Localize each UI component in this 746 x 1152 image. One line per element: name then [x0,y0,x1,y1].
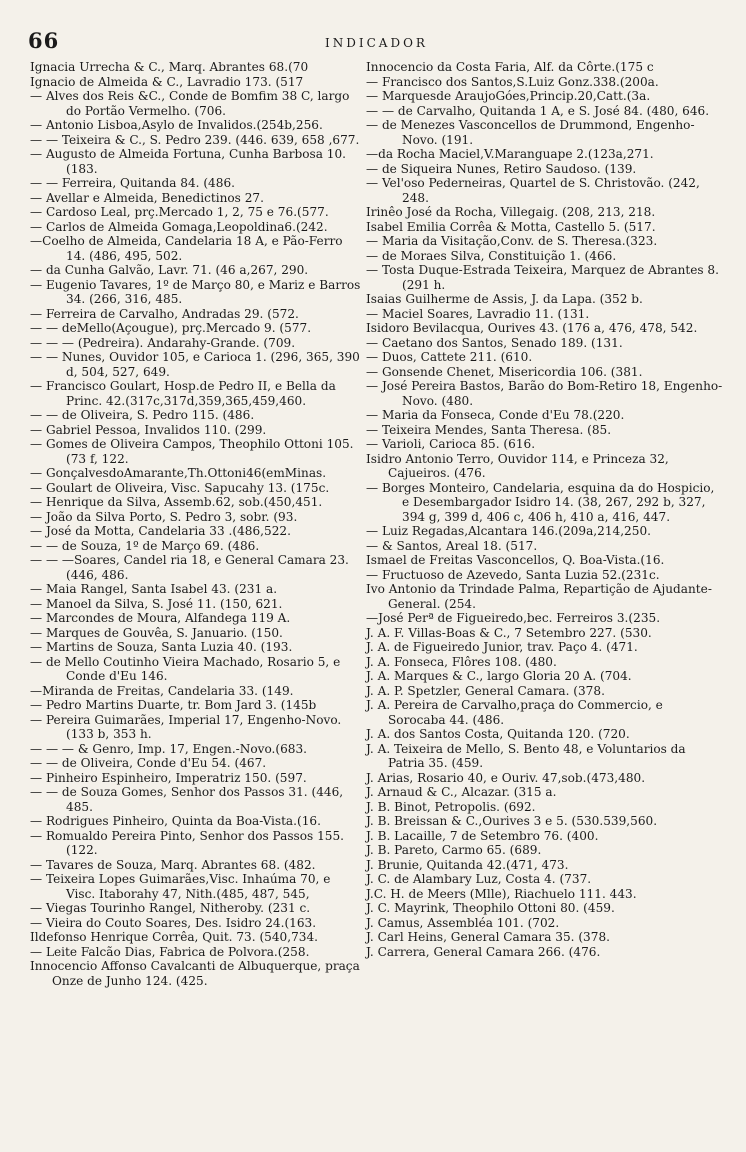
directory-entry: Irinêo José da Rocha, Villegaig. (208, 213, 218. [366,205,656,219]
directory-entry: — Romualdo Pereira Pinto, Senhor dos Passos 155. (122. [30,828,345,857]
directory-entry: — Gonsende Chenet, Misericordia 106. (381. [366,364,643,379]
directory-entry: Ivo Antonio da Trindade Palma, Repartição de Ajudante-General. (254. [366,582,712,611]
directory-entry: — João da Silva Porto, S. Pedro 3, sobr. (93. [30,509,298,524]
directory-entry: — Gabriel Pessoa, Invalidos 110. (299. [30,422,267,437]
directory-entry: — GonçalvesdoAmarante,Th.Ottoni46(emMinas. [30,466,327,480]
directory-entry: — Teixeira Mendes, Santa Theresa. (85. [366,422,612,437]
directory-entry: — Teixeira Lopes Guimarães,Visc. Inhaúma 70, e Visc. Itaborahy 47, Nith.(485, 487, 545, [30,872,331,901]
directory-entry: — Francisco Goulart, Hosp.de Pedro II, e Bella da Princ. 42.(317c,317d,359,365,459,460. [30,379,336,408]
directory-entry: — Martins de Souza, Santa Luzia 40. (193. [30,640,293,654]
directory-entry: Ismael de Freitas Vasconcellos, Q. Boa-Vista.(16. [366,553,665,567]
directory-entry: — Ferreira de Carvalho, Andradas 29. (572. [30,306,299,321]
directory-entry: — Antonio Lisboa,Asylo de Invalidos.(254b,256. [30,118,323,132]
directory-entry: — da Cunha Galvão, Lavr. 71. (46 a,267, 290. [30,263,309,277]
directory-entry: — de Mello Coutinho Vieira Machado, Rosario 5, e Conde d'Eu 146. [30,654,341,683]
running-title: INDICADOR [325,36,428,50]
directory-entry: Isidoro Bevilacqua, Ourives 43. (176 a, 476, 478, 542. [366,321,698,335]
directory-entry: J.C. H. de Meers (Mlle), Riachuelo 111. 443. [366,886,637,901]
directory-entry: —Miranda de Freitas, Candelaria 33. (149. [30,683,294,698]
directory-entry: J. C. Mayrink, Theophilo Ottoni 80. (459. [366,901,615,915]
directory-entry: — — de Oliveira, Conde d'Eu 54. (467. [30,756,267,770]
directory-entry: — — Teixeira & C., S. Pedro 239. (446. 639, 658 ,677. [30,132,360,147]
directory-entry: — — de Souza, 1º de Março 69. (486. [30,538,260,553]
directory-entry: Ignacia Urrecha & C., Marq. Abrantes 68.(70 [30,60,309,74]
directory-entry: J. Camus, Assembléa 101. (702. [366,915,560,930]
directory-entry: — Fructuoso de Azevedo, Santa Luzia 52.(231c. [366,567,660,582]
directory-entry: — Francisco dos Santos,S.Luiz Gonz.338.(200a. [366,74,659,89]
directory-entry: — Augusto de Almeida Fortuna, Cunha Barbosa 10. (183. [30,147,347,176]
directory-entry: — — Nunes, Ouvidor 105, e Carioca 1. (296, 365, 390 d, 504, 527, 649. [30,350,360,379]
directory-entry: — Alves dos Reis &C., Conde de Bomfim 38 C, largo do Portão Vermelho. (706. [30,89,350,118]
directory-entry: — — — & Genro, Imp. 17, Engen.-Novo.(683. [30,741,308,756]
directory-entry: — Goulart de Oliveira, Visc. Sapucahy 13. (175c. [30,480,330,495]
directory-entry: —José Perª de Figueiredo,bec. Ferreiros 3.(235. [366,611,661,625]
directory-entry: — — —Soares, Candel ria 18, e General Camara 23. (446, 486. [30,553,349,582]
directory-entry: — Gomes de Oliveira Campos, Theophilo Ottoni 105. (73 f, 122. [30,437,354,466]
right-column [366,60,724,1145]
directory-entry: — Manoel da Silva, S. José 11. (150, 621. [30,596,283,611]
directory-entry: J. B. Binot, Petropolis. (692. [366,799,536,814]
directory-entry: — — Ferreira, Quitanda 84. (486. [30,176,235,190]
directory-entry: — Maria da Visitação,Conv. de S. Theresa.(323. [366,234,658,248]
directory-entry: J. B. Breissan & C.,Ourives 3 e 5. (530.539,560. [366,814,658,828]
directory-entry: J. C. de Alambary Luz, Costa 4. (737. [366,872,592,886]
directory-entry: — Cardoso Leal, prç.Mercado 1, 2, 75 e 76.(577. [30,205,329,219]
directory-entry: — — — (Pedreira). Andarahy-Grande. (709. [30,335,296,350]
directory-entry: J. A. Fonseca, Flôres 108. (480. [366,654,557,669]
directory-entry: J. A. Pereira de Carvalho,praça do Commercio, e Sorocaba 44. (486. [366,698,663,727]
directory-entry: J. A. F. Villas-Boas & C., 7 Setembro 227. (530. [366,625,652,640]
directory-entry: — Henrique da Silva, Assemb.62, sob.(450,451. [30,495,323,509]
page-header [0,10,746,53]
directory-entry: J. Carl Heins, General Camara 35. (378. [366,930,610,944]
directory-entry: — Maia Rangel, Santa Isabel 43. (231 a. [30,582,278,596]
directory-entry: — José da Motta, Candelaria 33 .(486,522. [30,524,291,538]
directory-entry: — — de Oliveira, S. Pedro 115. (486. [30,408,255,422]
directory-entry: J. A. de Figueiredo Junior, trav. Paço 4. (471. [366,640,638,654]
directory-entry: — — de Souza Gomes, Senhor dos Passos 31. (446, 485. [30,785,344,814]
directory-entry: —da Rocha Maciel,V.Maranguape 2.(123a,271. [366,147,654,161]
directory-entry: — Borges Monteiro, Candelaria, esquina da do Hospicio, e Desembargador Isidro 14. (38, 267, 292 b, 327, 394 g, 399 d, 406 c, 406 h, 410 a, 416, 447. [366,480,715,524]
directory-entry: J. A. dos Santos Costa, Quitanda 120. (720. [366,727,630,741]
directory-entry: Innocencio da Costa Faria, Alf. da Côrte.(175 c [366,60,654,74]
directory-entry: — Marcondes de Moura, Alfandega 119 A. [30,611,291,625]
directory-entry: — de Siqueira Nunes, Retiro Saudoso. (139. [366,161,637,176]
directory-entry: — Caetano dos Santos, Senado 189. (131. [366,335,623,350]
directory-entry: Isabel Emilia Corrêa & Motta, Castello 5. (517. [366,219,656,234]
directory-entry: J. Carrera, General Camara 266. (476. [366,944,601,959]
directory-entry: Isidro Antonio Terro, Ouvidor 114, e Princeza 32, Cajueiros. (476. [366,451,669,480]
directory-entry: — José Pereira Bastos, Barão do Bom-Retiro 18, Engenho-Novo. (480. [366,379,723,408]
directory-entry: — — deMello(Açougue), prç.Mercado 9. (577. [30,321,312,335]
directory-entry: — Eugenio Tavares, 1º de Março 80, e Mariz e Barros 34. (266, 316, 485. [30,277,361,306]
directory-entry: — Marques de Gouvêa, S. Januario. (150. [30,625,283,640]
directory-entry: — Maria da Fonseca, Conde d'Eu 78.(220. [366,408,625,422]
directory-entry: — Carlos de Almeida Gomaga,Leopoldina6.(242. [30,219,328,234]
directory-entry: Ildefonso Henrique Corrêa, Quit. 73. (540,734. [30,930,319,944]
left-column [30,60,362,1145]
directory-entry: J. Arias, Rosario 40, e Ouriv. 47,sob.(473,480. [366,770,646,785]
directory-entry: J. B. Pareto, Carmo 65. (689. [366,843,542,857]
directory-entry: Ignacio de Almeida & C., Lavradio 173. (517 [30,74,304,89]
directory-entry: J. A. P. Spetzler, General Camara. (378. [366,683,605,698]
page-number: 66 [28,28,60,53]
directory-entry: — Tosta Duque-Estrada Teixeira, Marquez de Abrantes 8. (291 h. [366,263,719,292]
directory-entry: J. Brunie, Quitanda 42.(471, 473. [366,857,569,872]
directory-entry: — Tavares de Souza, Marq. Abrantes 68. (482. [30,857,316,872]
directory-entry: J. Arnaud & C., Alcazar. (315 a. [366,785,557,799]
directory-entry: — Pinheiro Espinheiro, Imperatriz 150. (597. [30,770,307,785]
directory-entry: — Marquesde AraujoGóes,Princip.20,Catt.(3a. [366,89,651,103]
directory-entry: — Varioli, Carioca 85. (616. [366,437,536,451]
directory-entry: — Vieira do Couto Soares, Des. Isidro 24.(163. [30,915,317,930]
directory-entry: — Luiz Regadas,Alcantara 146.(209a,214,250. [366,524,651,538]
directory-entry: J. B. Lacaille, 7 de Setembro 76. (400. [366,828,599,843]
directory-entry: Isaias Guilherme de Assis, J. da Lapa. (352 b. [366,292,643,306]
directory-entry: — & Santos, Areal 18. (517. [366,538,538,553]
directory-entry: — Duos, Cattete 211. (610. [366,350,533,364]
directory-entry: — de Moraes Silva, Constituição 1. (466. [366,248,617,263]
directory-entry: — Avellar e Almeida, Benedictinos 27. [30,190,264,205]
directory-entry: — Vel'oso Pederneiras, Quartel de S. Christovão. (242, 248. [366,176,700,205]
directory-entry: — Leite Falcão Dias, Fabrica de Polvora.(258. [30,944,310,959]
directory-entry: — Viegas Tourinho Rangel, Nitheroby. (231 c. [30,901,311,915]
directory-entry: — de Menezes Vasconcellos de Drummond, Engenho-Novo. (191. [366,118,695,147]
directory-entry: — Rodrigues Pinheiro, Quinta da Boa-Vista.(16. [30,814,321,828]
directory-entry: J. A. Marques & C., largo Gloria 20 A. (704. [366,669,632,683]
directory-entry: — Maciel Soares, Lavradio 11. (131. [366,306,590,321]
directory-entry: — Pereira Guimarães, Imperial 17, Engenho-Novo.(133 b, 353 h. [30,712,342,741]
directory-entry: Innocencio Affonso Cavalcanti de Albuquerque, praça Onze de Junho 124. (425. [30,959,360,988]
directory-entry: — — de Carvalho, Quitanda 1 A, e S. José 84. (480, 646. [366,103,710,118]
directory-entry: — Pedro Martins Duarte, tr. Bom Jard 3. (145b [30,698,317,712]
directory-entry: —Coelho de Almeida, Candelaria 18 A, e Pão-Ferro 14. (486, 495, 502. [30,234,343,263]
directory-entry: J. A. Teixeira de Mello, S. Bento 48, e Voluntarios da Patria 35. (459. [366,741,686,770]
